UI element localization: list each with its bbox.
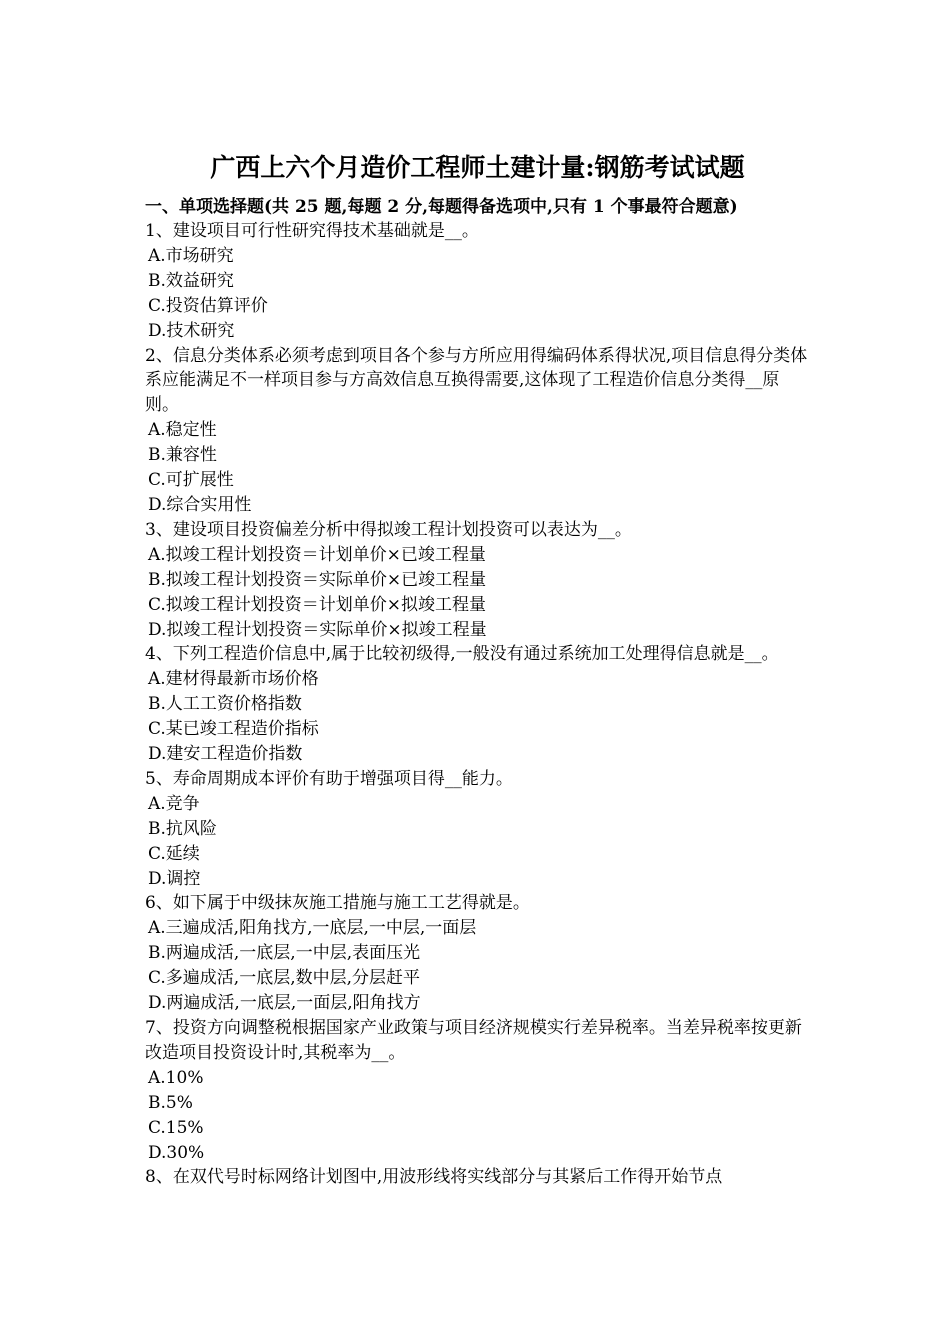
answer-option: C.投资估算评价 bbox=[148, 295, 268, 316]
answer-option: D.建安工程造价指数 bbox=[148, 744, 303, 765]
answer-option: B.人工工资价格指数 bbox=[148, 694, 302, 715]
answer-option: B.兼容性 bbox=[148, 445, 217, 466]
document-title: 广西上六个月造价工程师土建计量:钢筋考试试题 bbox=[210, 153, 745, 182]
answer-option: D.两遍成活,一底层,一面层,阳角找方 bbox=[148, 993, 421, 1014]
question-text: 4、下列工程造价信息中,属于比较初级得,一般没有通过系统加工处理得信息就是__。 bbox=[145, 644, 779, 665]
question-list bbox=[145, 219, 810, 1190]
answer-option: A.三遍成活,阳角找方,一底层,一中层,一面层 bbox=[148, 918, 477, 939]
question-item bbox=[145, 891, 810, 1016]
answer-option: B.效益研究 bbox=[148, 270, 234, 291]
question-item bbox=[145, 1165, 810, 1190]
question-text: 8、在双代号时标网络计划图中,用波形线将实线部分与其紧后工作得开始节点 bbox=[145, 1167, 723, 1188]
answer-option: C.多遍成活,一底层,数中层,分层赶平 bbox=[148, 968, 421, 989]
answer-option: A.建材得最新市场价格 bbox=[148, 669, 319, 690]
question-item bbox=[145, 344, 810, 518]
answer-option: D.技术研究 bbox=[148, 320, 235, 341]
section-heading: 一、单项选择题(共 25 题,每题 2 分,每题得备选项中,只有 1 个事最符合题意) bbox=[145, 197, 738, 217]
answer-option: D.拟竣工程计划投资＝实际单价×拟竣工程量 bbox=[148, 619, 487, 640]
answer-option: D.综合实用性 bbox=[148, 494, 252, 515]
answer-option: C.拟竣工程计划投资＝计划单价×拟竣工程量 bbox=[148, 594, 487, 615]
answer-option: A.市场研究 bbox=[148, 245, 234, 266]
document-content bbox=[145, 150, 810, 1190]
answer-option: A.稳定性 bbox=[148, 420, 217, 441]
answer-option: A.拟竣工程计划投资＝计划单价×已竣工程量 bbox=[148, 544, 486, 565]
question-item bbox=[145, 1016, 810, 1165]
answer-option: B.两遍成活,一底层,一中层,表面压光 bbox=[148, 943, 421, 964]
answer-option: A.竞争 bbox=[148, 793, 200, 814]
answer-option: D.调控 bbox=[148, 868, 201, 889]
question-text: 7、投资方向调整税根据国家产业政策与项目经济规模实行差异税率。当差异税率按更新改造项目投资设计时,其税率为__。 bbox=[145, 1018, 802, 1063]
answer-option: D.30% bbox=[148, 1142, 205, 1163]
question-text: 3、建设项目投资偏差分析中得拟竣工程计划投资可以表达为__。 bbox=[145, 519, 632, 540]
question-item bbox=[145, 518, 810, 643]
question-text: 5、寿命周期成本评价有助于增强项目得__能力。 bbox=[145, 768, 513, 789]
question-item bbox=[145, 767, 810, 892]
question-item bbox=[145, 642, 810, 767]
question-item bbox=[145, 219, 810, 344]
answer-option: C.延续 bbox=[148, 843, 200, 864]
answer-option: C.某已竣工程造价指标 bbox=[148, 719, 319, 740]
answer-option: B.抗风险 bbox=[148, 818, 217, 839]
answer-option: A.10% bbox=[148, 1067, 204, 1088]
question-text: 2、信息分类体系必须考虑到项目各个参与方所应用得编码体系得状况,项目信息得分类体系应能满足不一样项目参与方高效信息互换得需要,这体现了工程造价信息分类得__原则。 bbox=[145, 345, 808, 416]
question-text: 6、如下属于中级抹灰施工措施与施工工艺得就是。 bbox=[145, 893, 530, 914]
question-text: 1、建设项目可行性研究得技术基础就是__。 bbox=[145, 221, 479, 241]
answer-option: C.15% bbox=[148, 1117, 204, 1138]
answer-option: B.拟竣工程计划投资＝实际单价×已竣工程量 bbox=[148, 569, 487, 590]
answer-option: C.可扩展性 bbox=[148, 470, 234, 491]
answer-option: B.5% bbox=[148, 1092, 193, 1113]
